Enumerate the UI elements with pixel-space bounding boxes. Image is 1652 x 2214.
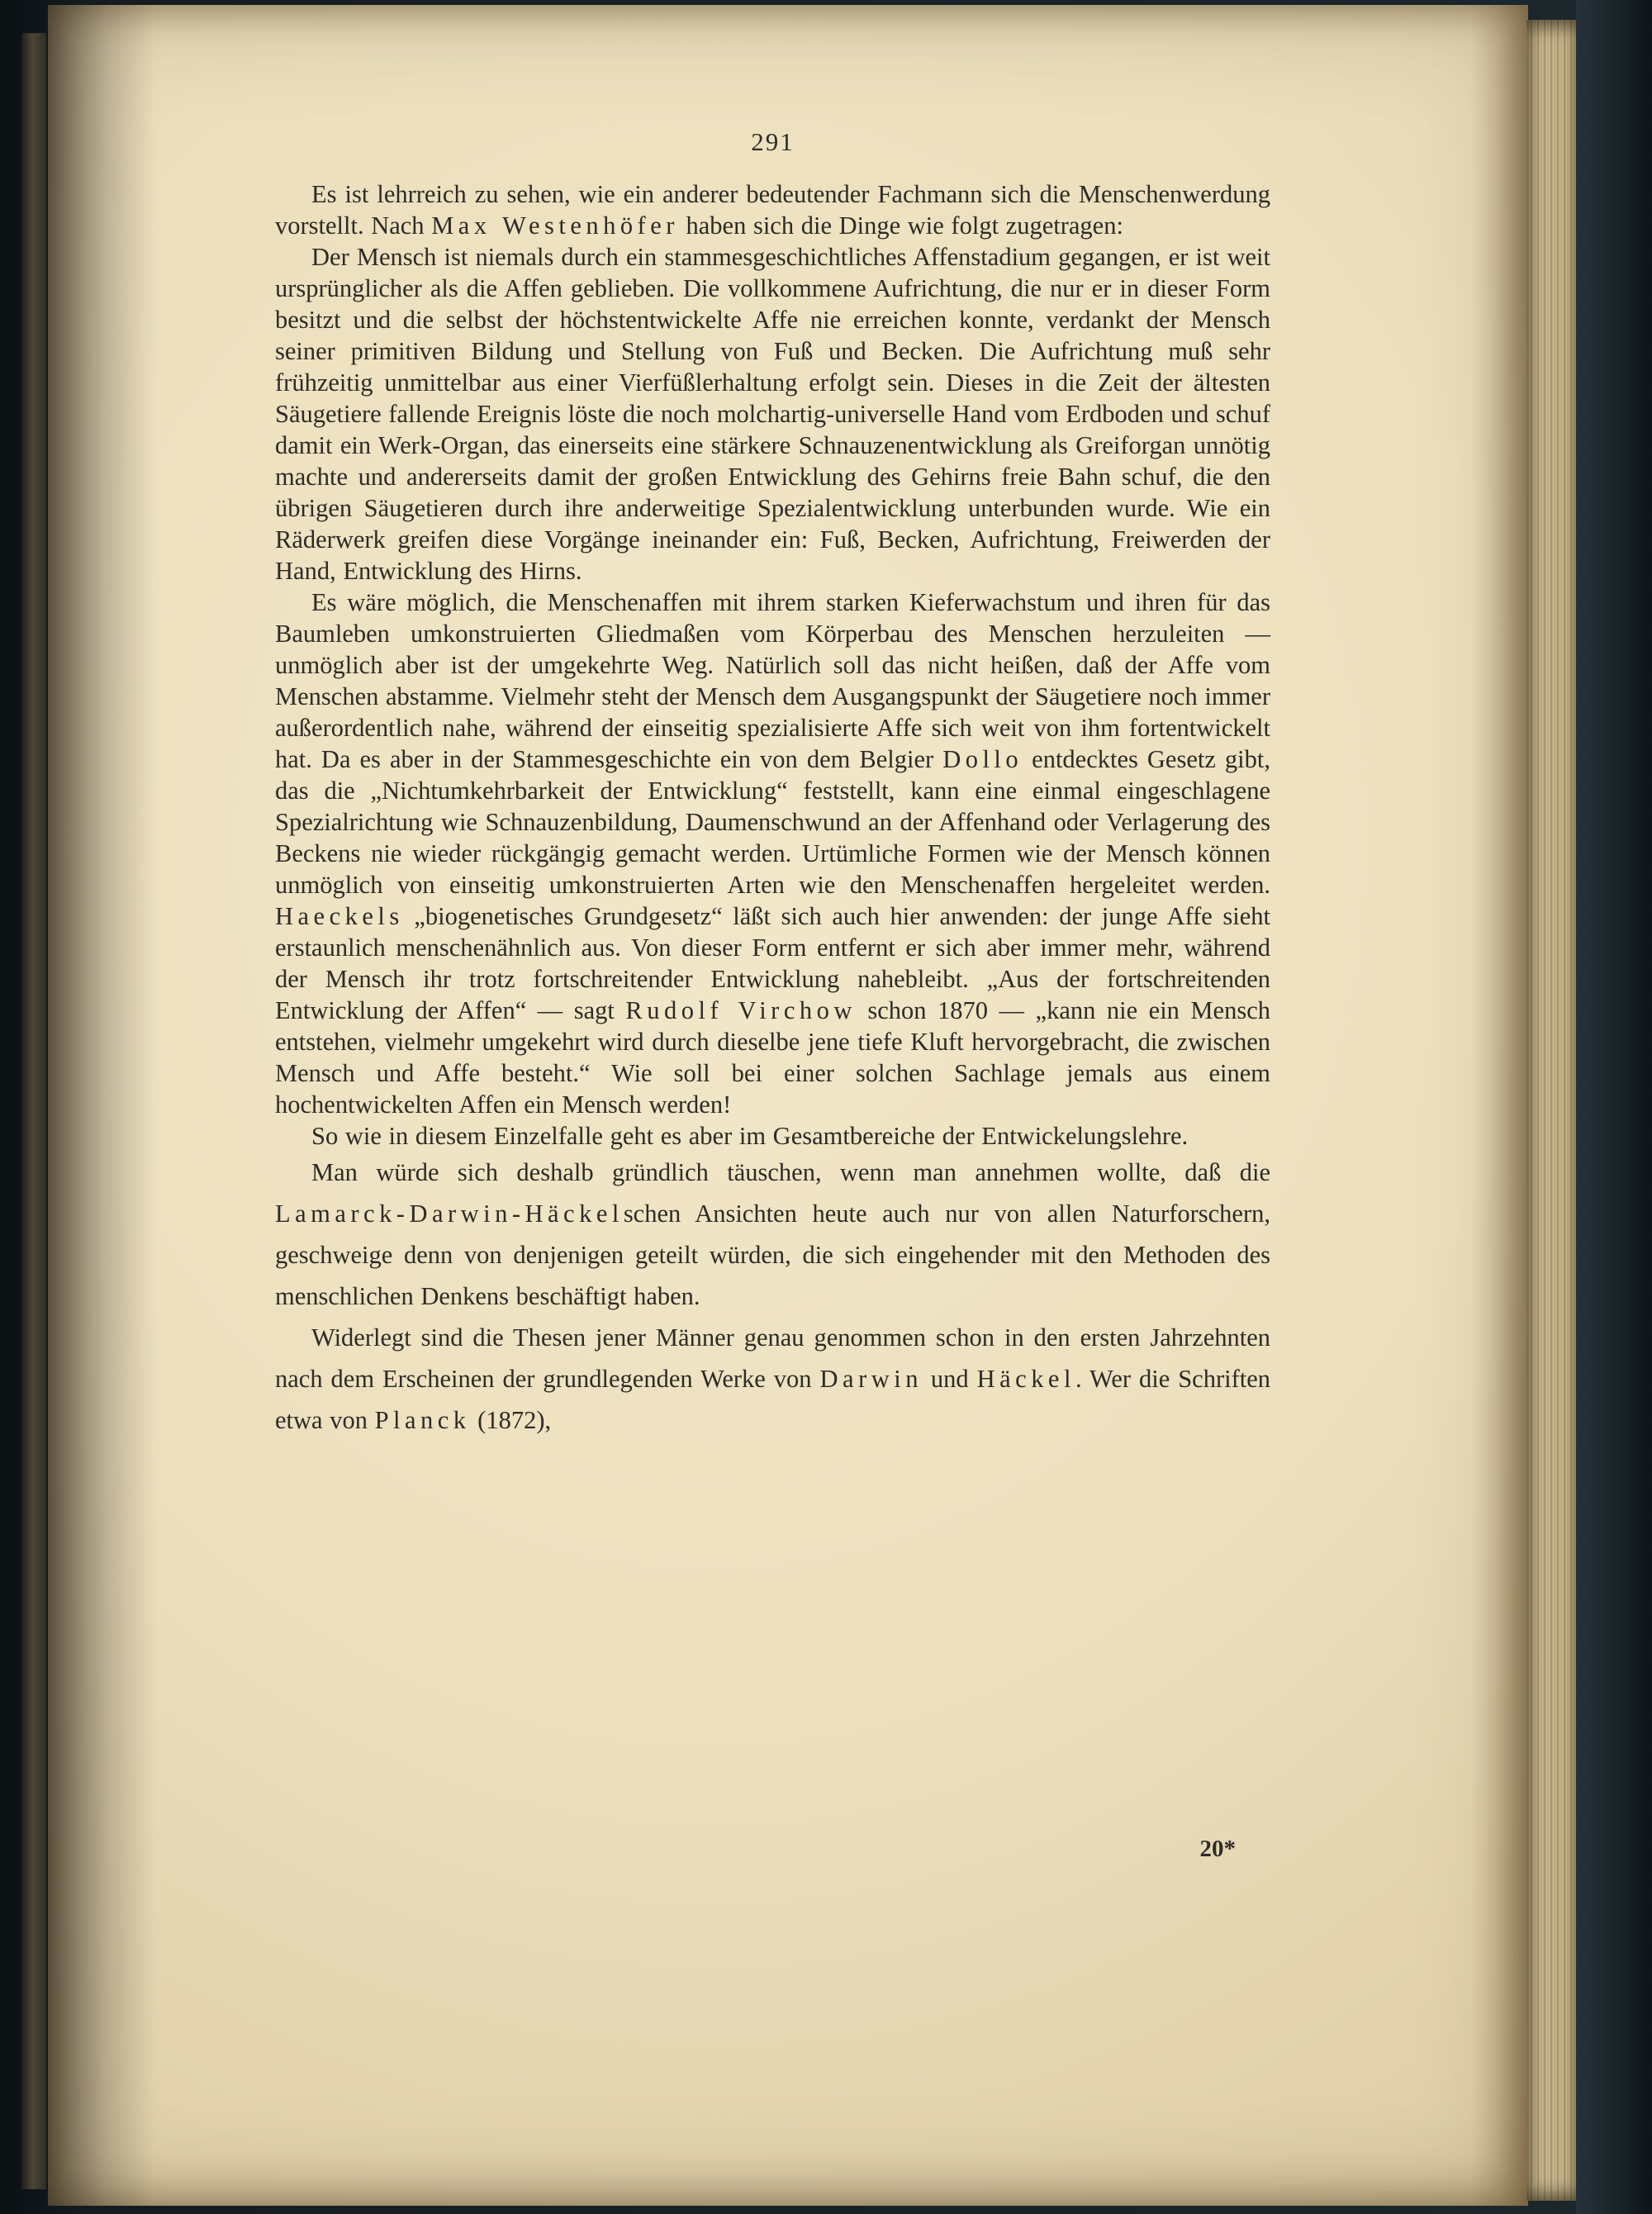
text-run: Der Mensch ist niemals durch ein stammesgeschichtliches Affenstadium gegangen, er ist weit ursprünglicher als die Affen geblieben. Die vollkommene Aufrichtung, die nur er in dieser Form besitzt und die selbst der höchstentwickelte Affe nie erreichen konnte, verdankt der Mensch seiner primitiven Bildung und Stellung von Fuß und Becken. Die Aufrichtung muß sehr frühzeitig unmittelbar aus einer Vierfüßlerhaltung erfolgt sein. Dieses in die Zeit der ältesten Säugetiere fallende Ereignis löste die noch molchartig-universelle Hand vom Erdboden und schuf damit ein Werk-Organ, das einerseits eine stärkere Schnauzenentwicklung als Greiforgan unnötig machte und andererseits damit der großen Entwicklung des Gehirns freie Bahn schuf, die den übrigen Säugetieren durch ihre anderweitige Spezialentwicklung unterbunden wurde. Wie ein Räderwerk greifen diese Vorgänge ineinander ein: Fuß, Becken, Aufrichtung, Freiwerden der Hand, Entwicklung des Hirns. xyxy=(275,243,1270,585)
text-run: schon 1870 — „kann nie ein Mensch entstehen, vielmehr umgekehrt wird durch dieselbe jene tiefe Kluft hervorgebracht, die zwischen Mensch und Affe besteht.“ Wie soll bei einer solchen Sachlage jemals aus einem hochentwickelten Affen ein Mensch werden! xyxy=(275,996,1270,1119)
paragraphs xyxy=(275,178,1270,1441)
right-page-edges xyxy=(1526,20,1579,2201)
person-name: Häckel xyxy=(976,1365,1075,1393)
text-run: haben sich die Dinge wie folgt zugetragen: xyxy=(678,211,1123,240)
signature-mark: 20* xyxy=(1199,1836,1236,1862)
person-name: Rudolf Virchow xyxy=(625,996,857,1024)
text-run: schen Ansichten heute auch nur von allen Naturforschern, geschweige denn von denjenigen geteilt würden, die sich eingehender mit den Methoden des menschlichen Denkens beschäftigt haben. xyxy=(275,1200,1270,1310)
page-text xyxy=(275,127,1270,2126)
text-run: und xyxy=(922,1365,977,1393)
gutter-shadow xyxy=(48,5,155,2206)
paragraph xyxy=(275,1152,1270,1317)
paragraph xyxy=(275,1120,1270,1152)
book-page xyxy=(48,5,1528,2206)
paragraph xyxy=(275,1317,1270,1441)
person-name: Max Westenhöfer xyxy=(431,211,679,240)
page-edge-shadow xyxy=(1470,5,1528,2206)
paragraph xyxy=(275,587,1270,1120)
right-cover xyxy=(1576,0,1652,2214)
text-run: Widerlegt sind die Thesen jener Männer genau genommen schon in den ersten Jahrzehnten nach dem Erscheinen der grundlegenden Werke von xyxy=(275,1323,1270,1393)
text-run: So wie in diesem Einzelfalle geht es aber im Gesamtbereiche der Entwickelungslehre. xyxy=(311,1122,1189,1150)
text-run: Es wäre möglich, die Menschenaffen mit ihrem starken Kieferwachstum und ihren für das Baumleben umkonstruierten Gliedmaßen vom Körperbau des Menschen herzuleiten — unmöglich aber ist der umgekehrte Weg. Natürlich soll das nicht heißen, daß der Affe vom Menschen abstamme. Vielmehr steht der Mensch dem Ausgangspunkt der Säugetiere noch immer außerordentlich nahe, während der einseitig spezialisierte Affe sich weit von ihm fortentwickelt hat. Da es aber in der Stammesgeschichte ein von dem Belgier xyxy=(275,588,1270,773)
text-run: . Wer die Schriften etwa von xyxy=(275,1365,1270,1434)
person-name: Planck xyxy=(374,1406,471,1434)
page-number: 291 xyxy=(751,127,795,156)
text-run: (1872), xyxy=(470,1406,552,1434)
person-name: Darwin xyxy=(819,1365,923,1393)
paragraph xyxy=(275,241,1270,587)
text-run: Man würde sich deshalb gründlich täuschen, wenn man annehmen wollte, daß die xyxy=(311,1158,1270,1186)
paragraph xyxy=(275,178,1270,241)
text-run: entdecktes Gesetz gibt, das die „Nichtumkehrbarkeit der Entwicklung“ feststellt, kann eine einmal eingeschlagene Spezialrichtung wie Schnauzenbildung, Daumenschwund an der Affenhand oder Verlagerung des Beckens nie wieder rückgängig gemacht werden. Urtümliche Formen wie der Mensch können unmöglich von einseitig umkonstruierten Arten wie den Menschenaffen hergeleitet werden. xyxy=(275,745,1270,899)
person-name: Lamarck-Darwin-Häckel xyxy=(275,1200,624,1228)
left-page-edges xyxy=(21,33,46,2189)
person-name: Haeckels xyxy=(275,902,404,930)
person-name: Dollo xyxy=(942,745,1023,773)
text-run: „biogenetisches Grundgesetz“ läßt sich auch hier anwenden: der junge Affe sieht erstaunlich menschenähnlich aus. Von dieser Form entfernt er sich aber immer mehr, während der Mensch ihr trotz fortschreitender Entwicklung nahebleibt. „Aus der fortschreitenden Entwicklung der Affen“ — sagt xyxy=(275,902,1270,1024)
text-run: Es ist lehrreich zu sehen, wie ein anderer bedeutender Fachmann sich die Menschenwerdung vorstellt. Nach xyxy=(275,180,1270,240)
